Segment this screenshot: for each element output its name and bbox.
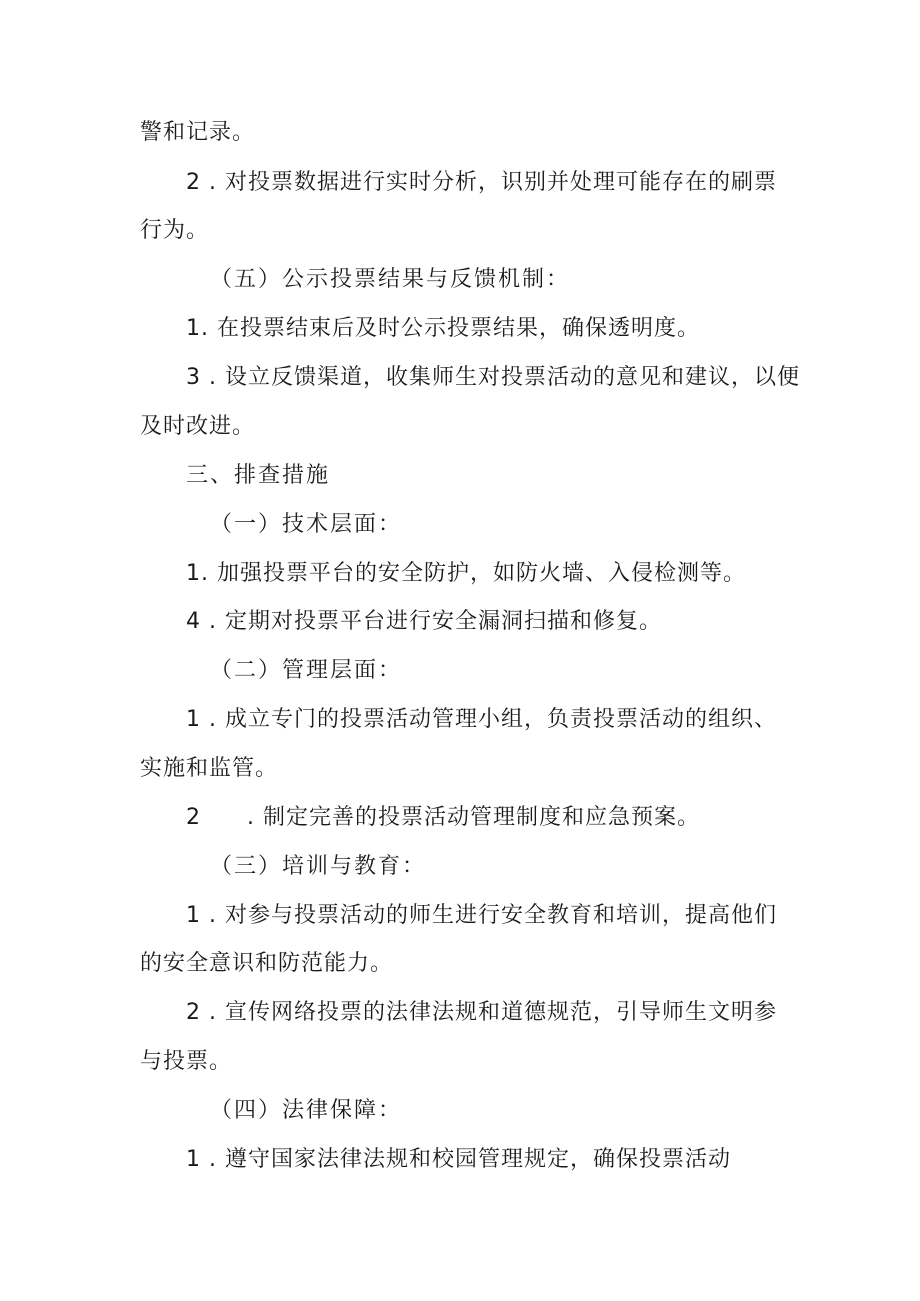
list-item: 2 . 对投票数据进行实时分析，识别并处理可能存在的刷票 [186,170,777,195]
text-line: 警和记录。 [140,120,256,145]
list-item: 1 . 遵守国家法律法规和校园管理规定，确保投票活动 [186,1147,731,1172]
list-item: 1. 在投票结束后及时公示投票结果，确保透明度。 [186,316,700,341]
section-heading: （五）公示投票结果与反馈机制： [210,267,571,292]
list-item: 1 . 对参与投票活动的师生进行安全教育和培训，提高他们 [186,903,777,928]
list-item: 1. 加强投票平台的安全防护，如防火墙、入侵检测等。 [186,561,746,586]
section-heading: （三）培训与教育： [210,854,427,879]
list-item: 2 . 宣传网络投票的法律法规和道德规范，引导师生文明参 [186,1000,777,1025]
list-item: 1 . 成立专门的投票活动管理小组，负责投票活动的组织、 [186,707,777,732]
chapter-heading: 三、排查措施 [186,463,331,488]
list-item: 3 . 设立反馈渠道，收集师生对投票活动的意见和建议，以便 [186,365,800,390]
section-heading: （二）管理层面： [210,658,403,683]
section-heading: （四）法律保障： [210,1098,403,1123]
text-line: 及时改进。 [140,414,256,439]
text-line: 实施和监管。 [140,756,279,781]
section-heading: （一）技术层面： [210,512,403,537]
list-item: 2 . 制定完善的投票活动管理制度和应急预案。 [186,805,700,830]
list-item: 4 . 定期对投票平台进行安全漏洞扫描和修复。 [186,609,662,634]
text-line: 行为。 [140,218,210,243]
text-line: 的安全意识和防范能力。 [140,951,394,976]
text-line: 与投票。 [140,1049,233,1074]
